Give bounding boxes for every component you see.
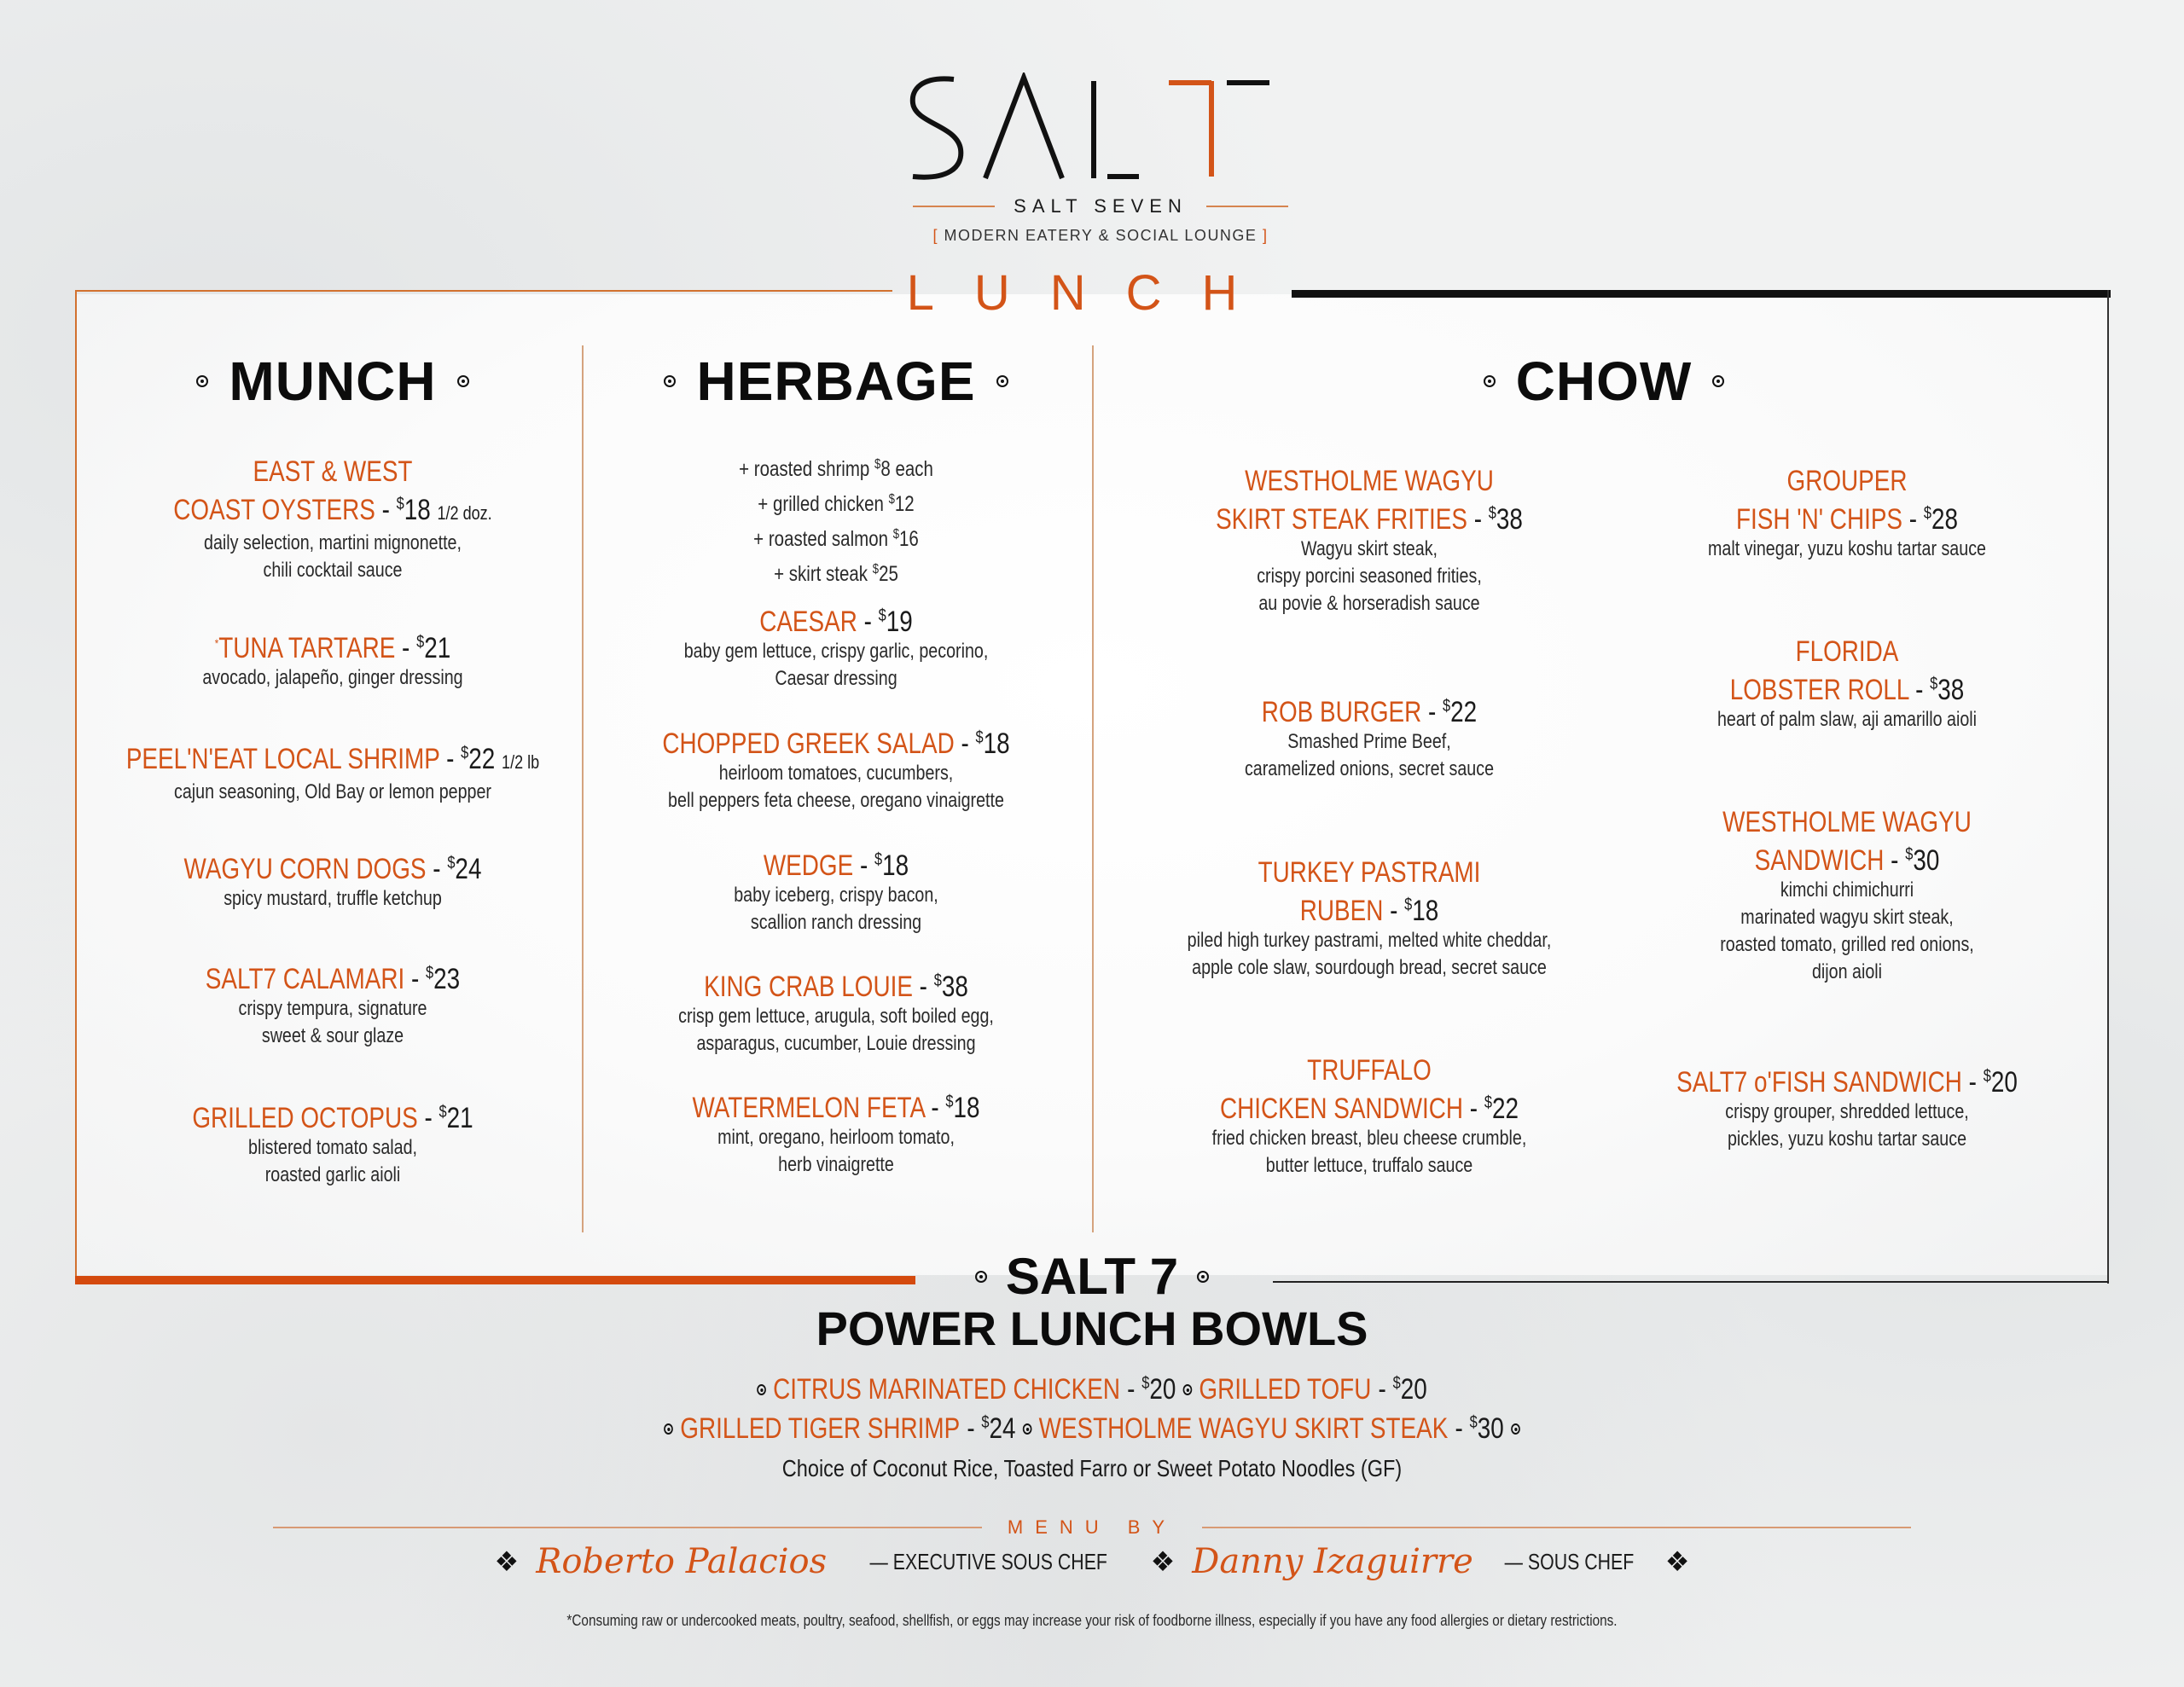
- item-description: marinated wagyu skirt steak,: [1740, 906, 1954, 929]
- menu-title: LUNCH: [906, 265, 1278, 321]
- item-description: au povie & horseradish sauce: [1258, 592, 1480, 615]
- bowl-price: - $30: [1455, 1412, 1504, 1445]
- item-description: pickles, yuzu koshu tartar sauce: [1727, 1128, 1967, 1151]
- item-description: baby iceberg, crispy bacon,: [734, 884, 938, 907]
- item-name: WEDGE - $18: [763, 849, 909, 882]
- item-name: CAESAR - $19: [759, 606, 913, 638]
- chef-name: Roberto Palacios: [536, 1542, 828, 1581]
- chef-credits: [478, 1542, 1706, 1581]
- item-name: SALT7 CALAMARI - $23: [205, 963, 461, 995]
- bowl-base-note: Choice of Coconut Rice, Toasted Farro or Sweet Potato Noodles (GF): [781, 1455, 1403, 1481]
- bowl-row: [659, 1373, 1526, 1406]
- menu-by-label: MENU BY: [1007, 1516, 1177, 1538]
- menu-item: [1109, 690, 1629, 783]
- divider: [1206, 206, 1288, 207]
- bullet-dot-icon: [1023, 1423, 1032, 1435]
- item-name: WESTHOLME WAGYU: [1245, 465, 1494, 497]
- bowl-name: CITRUS MARINATED CHICKEN: [773, 1373, 1120, 1406]
- bowl-name: GRILLED TOFU: [1199, 1373, 1372, 1406]
- section-heading-herbage: [589, 350, 1083, 413]
- bullet-dot-icon: [664, 375, 676, 387]
- bullet-dot-icon: [457, 375, 469, 387]
- item-name: COAST OYSTERS - $18 1/2 doz.: [173, 494, 492, 526]
- item-description: roasted tomato, grilled red onions,: [1720, 933, 1974, 956]
- diamond-ornament-icon: ❖: [494, 1546, 520, 1577]
- bullet-dot-icon: [1183, 1384, 1193, 1395]
- bullet-dot-icon: [1511, 1423, 1520, 1435]
- item-description: crisp gem lettuce, arugula, soft boiled egg,: [678, 1005, 994, 1028]
- bowl-price: - $20: [1378, 1373, 1427, 1406]
- item-description: bell peppers feta cheese, oregano vinaigrette: [668, 789, 1004, 812]
- bracket-open: [: [932, 227, 939, 244]
- item-description: Smashed Prime Beef,: [1287, 730, 1451, 753]
- item-name: GROUPER: [1786, 465, 1908, 497]
- frame-top-black-rule: [1292, 290, 2111, 298]
- item-description: piled high turkey pastrami, melted white cheddar,: [1187, 929, 1552, 952]
- item-name: FLORIDA: [1795, 635, 1899, 668]
- menu-item: [589, 844, 1083, 936]
- item-name: WESTHOLME WAGYU: [1722, 806, 1972, 838]
- item-description: baby gem lettuce, crispy garlic, pecorino,: [683, 640, 989, 663]
- column-divider: [1092, 345, 1094, 1232]
- section-title: CHOW: [1515, 351, 1693, 412]
- item-name: *TUNA TARTARE - $21: [214, 632, 451, 664]
- item-name: SKIRT STEAK FRITIES - $38: [1216, 503, 1523, 536]
- section-title: MUNCH: [229, 351, 437, 412]
- menu-item: [77, 737, 589, 806]
- menu-item: [1621, 465, 2073, 563]
- menu-item: [85, 1096, 580, 1189]
- item-description: blistered tomato salad,: [247, 1136, 418, 1159]
- item-name: ROB BURGER - $22: [1261, 696, 1478, 728]
- item-description: heirloom tomatoes, cucumbers,: [718, 762, 954, 785]
- menu-item: [589, 965, 1083, 1058]
- item-description: sweet & sour glaze: [261, 1024, 404, 1047]
- menu-by-row: [273, 1515, 1911, 1540]
- section-title: SALT 7: [1005, 1248, 1179, 1305]
- item-description: chili cocktail sauce: [263, 559, 403, 582]
- item-description: mint, oregano, heirloom tomato,: [717, 1126, 955, 1149]
- divider: [913, 206, 995, 207]
- addon-item: + skirt steak $25: [774, 562, 898, 586]
- item-name: EAST & WEST: [253, 455, 413, 488]
- item-name: WAGYU CORN DOGS - $24: [183, 853, 482, 885]
- section-heading-munch: [85, 350, 580, 413]
- frame-bottom-orange-rule: [75, 1276, 915, 1284]
- power-bowls-heading: [853, 1247, 1331, 1306]
- item-description: asparagus, cucumber, Louie dressing: [696, 1032, 976, 1055]
- item-description: caramelized onions, secret sauce: [1244, 757, 1495, 780]
- item-description: roasted garlic aioli: [264, 1163, 401, 1186]
- menu-item: [85, 455, 580, 584]
- section-heading-chow: [1365, 350, 1843, 413]
- bowl-row: [589, 1412, 1596, 1446]
- item-name: WATERMELON FETA - $18: [692, 1092, 980, 1124]
- item-description: Wagyu skirt steak,: [1300, 537, 1438, 560]
- frame-right-rule: [2107, 290, 2109, 1284]
- item-description: cajun seasoning, Old Bay or lemon pepper: [174, 780, 491, 803]
- menu-item: [1109, 1054, 1629, 1180]
- item-description: avocado, jalapeño, ginger dressing: [202, 666, 463, 689]
- bullet-dot-icon: [757, 1384, 766, 1395]
- bowl-price: - $20: [1127, 1373, 1176, 1406]
- item-description: crispy grouper, shredded lettuce,: [1725, 1100, 1969, 1123]
- bullet-dot-icon: [1712, 375, 1724, 387]
- item-description: spicy mustard, truffle ketchup: [224, 887, 442, 910]
- item-name: SALT7 o'FISH SANDWICH - $20: [1676, 1066, 2018, 1099]
- bowl-price: - $24: [967, 1412, 1016, 1445]
- menu-item: [589, 600, 1083, 693]
- addon-list: [633, 449, 1039, 589]
- item-description: apple cole slaw, sourdough bread, secret sauce: [1192, 956, 1547, 979]
- menu-item: [1109, 465, 1629, 617]
- food-safety-disclaimer: *Consuming raw or undercooked meats, poultry, seafood, shellfish, or eggs may increase your risk of foodborne illness, especially if you have any food allergies or dietary restrictions.: [566, 1612, 1618, 1629]
- item-description: scallion ranch dressing: [750, 911, 922, 934]
- section-title: HERBAGE: [696, 351, 976, 412]
- item-name: RUBEN - $18: [1299, 895, 1439, 927]
- diamond-ornament-icon: ❖: [1664, 1546, 1690, 1577]
- menu-item: [85, 626, 580, 692]
- divider: [1202, 1527, 1911, 1528]
- bullet-dot-icon: [1197, 1271, 1209, 1283]
- item-name: TRUFFALO: [1307, 1054, 1432, 1087]
- divider: [273, 1527, 982, 1528]
- menu-item: [1621, 635, 2073, 733]
- bullet-dot-icon: [196, 375, 208, 387]
- diamond-ornament-icon: ❖: [1150, 1546, 1176, 1577]
- frame-top-orange-rule: [75, 290, 892, 292]
- menu-item: [1621, 1060, 2073, 1153]
- item-name: LOBSTER ROLL - $38: [1729, 674, 1965, 706]
- salt7-logo: [904, 72, 1288, 183]
- bracket-close: ]: [1262, 227, 1269, 244]
- menu-item: [85, 957, 580, 1050]
- item-description: butter lettuce, truffalo sauce: [1265, 1154, 1473, 1177]
- brand-name: SALT SEVEN: [1014, 195, 1188, 217]
- menu-item: [1109, 856, 1629, 982]
- chef-role: — EXECUTIVE SOUS CHEF: [869, 1548, 1108, 1574]
- frame-bottom-black-rule: [1273, 1281, 2109, 1283]
- item-description: kimchi chimichurri: [1780, 878, 1914, 901]
- item-name: PEEL'N'EAT LOCAL SHRIMP - $22 1/2 lb: [125, 743, 540, 775]
- item-name: KING CRAB LOUIE - $38: [704, 971, 968, 1003]
- item-name: SANDWICH - $30: [1754, 844, 1940, 877]
- menu-item: [589, 722, 1083, 815]
- bullet-dot-icon: [975, 1271, 987, 1283]
- bullet-dot-icon: [664, 1423, 673, 1435]
- bullet-dot-icon: [996, 375, 1008, 387]
- item-name: CHOPPED GREEK SALAD - $18: [662, 728, 1010, 760]
- item-name: GRILLED OCTOPUS - $21: [192, 1102, 473, 1134]
- chef-name: Danny Izaguirre: [1192, 1542, 1473, 1581]
- bowl-name: WESTHOLME WAGYU SKIRT STEAK: [1038, 1412, 1449, 1445]
- item-name: TURKEY PASTRAMI: [1258, 856, 1481, 889]
- item-name: FISH 'N' CHIPS - $28: [1736, 503, 1958, 536]
- addon-item: + roasted shrimp $8 each: [739, 457, 933, 481]
- menu-item: [589, 1086, 1083, 1179]
- item-description: crispy tempura, signature: [238, 997, 427, 1020]
- item-description: crispy porcini seasoned frities,: [1257, 565, 1482, 588]
- item-description: fried chicken breast, bleu cheese crumble,: [1211, 1127, 1527, 1150]
- item-description: daily selection, martini mignonette,: [204, 531, 462, 554]
- menu-item: [1621, 806, 2073, 986]
- addon-item: + roasted salmon $16: [753, 527, 919, 551]
- chef-role: — SOUS CHEF: [1504, 1548, 1635, 1574]
- item-description: Caesar dressing: [775, 667, 897, 690]
- item-description: dijon aioli: [1811, 960, 1883, 983]
- salt7-logo-icon: [904, 72, 1288, 183]
- bowl-name: GRILLED TIGER SHRIMP: [680, 1412, 961, 1445]
- tagline: [904, 227, 1297, 245]
- bullet-dot-icon: [1484, 375, 1496, 387]
- addon-item: + grilled chicken $12: [758, 492, 915, 516]
- power-bowls-subtitle: POWER LUNCH BOWLS: [816, 1301, 1368, 1355]
- item-description: heart of palm slaw, aji amarillo aioli: [1716, 708, 1978, 731]
- tagline-text: MODERN EATERY & SOCIAL LOUNGE: [944, 227, 1258, 244]
- menu-item: [85, 847, 580, 913]
- brand-name-row: [913, 194, 1288, 219]
- item-name: CHICKEN SANDWICH - $22: [1220, 1093, 1519, 1125]
- item-description: malt vinegar, yuzu koshu tartar sauce: [1707, 537, 1986, 560]
- item-description: herb vinaigrette: [778, 1153, 894, 1176]
